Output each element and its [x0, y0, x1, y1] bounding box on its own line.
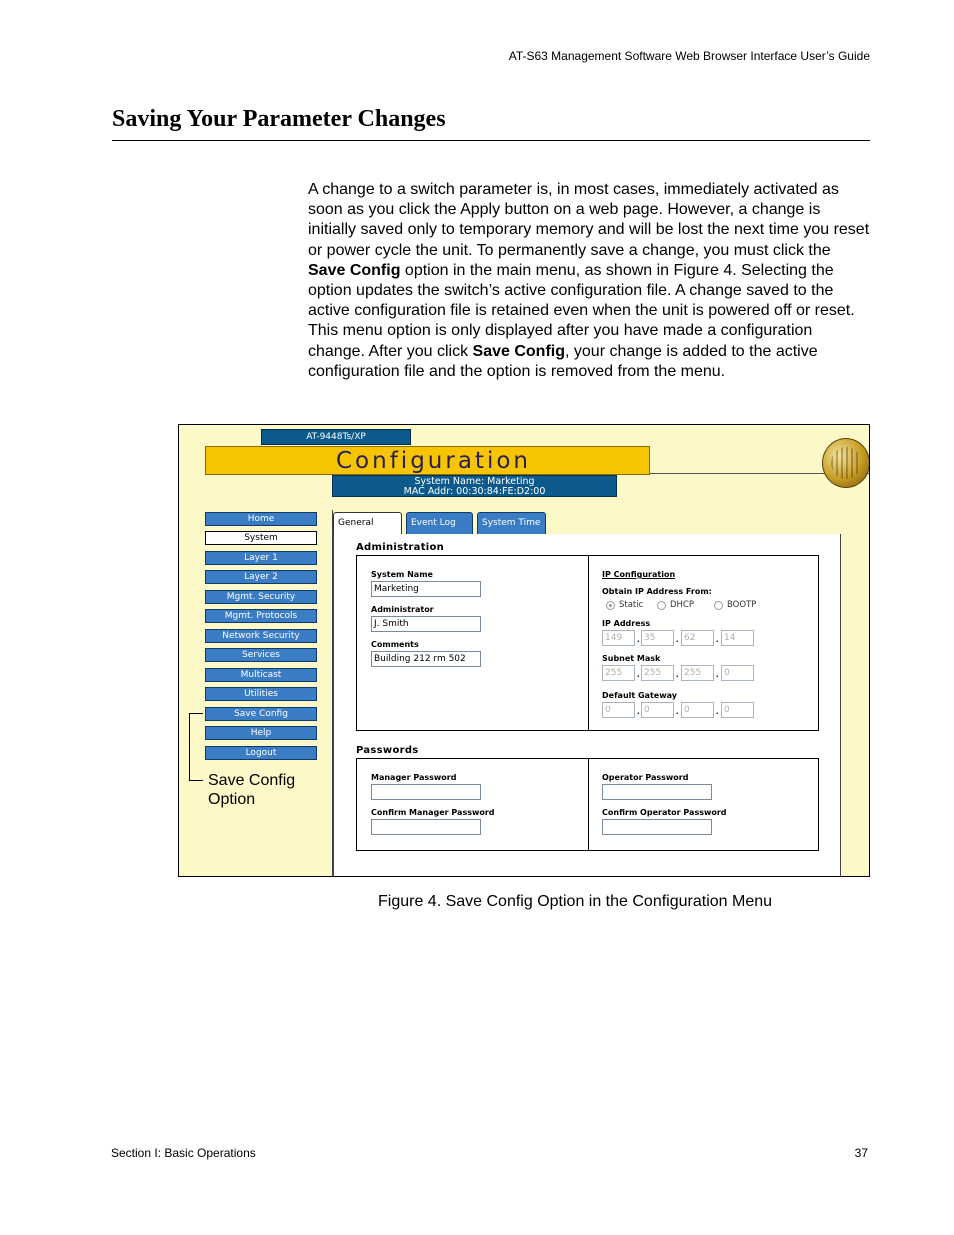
- footer-page-number: 37: [854, 1146, 868, 1160]
- manager-password-input[interactable]: [371, 784, 481, 800]
- menu-item-mgmt-security[interactable]: Mgmt. Security: [205, 590, 317, 604]
- save-config-callout: Save Config Option: [208, 772, 296, 808]
- content-panel: [333, 534, 841, 877]
- system-name-input[interactable]: Marketing: [371, 581, 481, 597]
- administrator-label: Administrator: [371, 605, 434, 614]
- obtain-ip-label: Obtain IP Address From:: [602, 587, 712, 596]
- ip-octet-2[interactable]: 35: [641, 630, 674, 646]
- gateway-octet-2[interactable]: 0: [641, 702, 674, 718]
- system-name-line: System Name: Marketing: [414, 476, 535, 487]
- administrator-input[interactable]: J. Smith: [371, 616, 481, 632]
- ip-octet-4[interactable]: 14: [721, 630, 754, 646]
- confirm-operator-password-input[interactable]: [602, 819, 712, 835]
- figure-screenshot: [178, 424, 870, 877]
- subnet-mask-label: Subnet Mask: [602, 654, 661, 663]
- subnet-octet-1[interactable]: 255: [602, 665, 635, 681]
- subnet-octet-3[interactable]: 255: [681, 665, 714, 681]
- operator-password-label: Operator Password: [602, 773, 689, 782]
- config-title-bar: [205, 446, 650, 475]
- manager-password-label: Manager Password: [371, 773, 457, 782]
- menu-item-system[interactable]: System: [205, 531, 317, 545]
- comments-label: Comments: [371, 640, 419, 649]
- gateway-octet-4[interactable]: 0: [721, 702, 754, 718]
- confirm-operator-password-label: Confirm Operator Password: [602, 808, 727, 817]
- administration-box: System Name Marketing Administrator J. Smith Comments Building 212 rm 502 IP Configuration Obtain IP Address From: Static DHCP BOOTP IP Address 149 . 35 . 62 . 14 Subnet Mask 255 . 255 . 255 . 0 Default Gateway 0 . 0 . 0 . 0: [356, 555, 819, 731]
- menu-item-mgmt-protocols[interactable]: Mgmt. Protocols: [205, 609, 317, 623]
- system-name-label: System Name: [371, 570, 433, 579]
- passwords-box: [356, 758, 819, 851]
- body-paragraph: A change to a switch parameter is, in most cases, immediately activated as soon as you click the Apply button on a web page. However, a change is initially saved only to temporary memory and will be lost the next time you reset or power cycle the unit. To permanently save a change, you must click the Save Config option in the main menu, as shown in Figure 4. Selecting the option updates the switch’s active configuration file. A change saved to the active configuration file is retained even when the unit is powered off or reset. This menu option is only displayed after you have made a configuration change. After you click Save Config, your change is added to the active configuration file and the option is removed from the menu.: [308, 181, 870, 380]
- tab-event-log[interactable]: Event Log: [406, 512, 473, 534]
- menu-item-multicast[interactable]: Multicast: [205, 668, 317, 682]
- gateway-octet-3[interactable]: 0: [681, 702, 714, 718]
- ip-address-label: IP Address: [602, 619, 651, 628]
- model-tab: AT-9448Ts/XP: [261, 429, 411, 445]
- comments-input[interactable]: Building 212 rm 502: [371, 651, 481, 667]
- menu-item-layer-2[interactable]: Layer 2: [205, 570, 317, 584]
- footer-section: Section I: Basic Operations: [111, 1146, 256, 1160]
- menu-item-help[interactable]: Help: [205, 726, 317, 740]
- menu-item-layer-1[interactable]: Layer 1: [205, 551, 317, 565]
- mac-address-line: MAC Addr: 00:30:84:FE:D2:00: [403, 486, 546, 497]
- menu-item-home[interactable]: Home: [205, 512, 317, 526]
- right-strip: [841, 534, 870, 877]
- system-info-bar: [332, 475, 617, 497]
- radio-static[interactable]: [606, 601, 615, 610]
- menu-item-save-config[interactable]: Save Config: [205, 707, 317, 721]
- section-title: Saving Your Parameter Changes: [112, 106, 446, 132]
- tab-general[interactable]: General: [333, 512, 402, 535]
- gateway-octet-1[interactable]: 0: [602, 702, 635, 718]
- confirm-manager-password-input[interactable]: [371, 819, 481, 835]
- radio-static-label: Static: [619, 600, 644, 610]
- menu-item-logout[interactable]: Logout: [205, 746, 317, 760]
- title-rule: [112, 140, 870, 141]
- passwords-label: Passwords: [356, 745, 419, 756]
- subnet-octet-4[interactable]: 0: [721, 665, 754, 681]
- callout-bracket: [189, 713, 203, 781]
- ip-octet-3[interactable]: 62: [681, 630, 714, 646]
- radio-dhcp[interactable]: [657, 601, 666, 610]
- figure-caption: Figure 4. Save Config Option in the Configuration Menu: [378, 893, 773, 910]
- radio-bootp[interactable]: [714, 601, 723, 610]
- tab-system-time[interactable]: System Time: [477, 512, 546, 534]
- config-title: Configuration: [336, 448, 531, 474]
- menu-item-utilities[interactable]: Utilities: [205, 687, 317, 701]
- ip-octet-1[interactable]: 149: [602, 630, 635, 646]
- default-gateway-label: Default Gateway: [602, 691, 677, 700]
- radio-bootp-label: BOOTP: [727, 600, 757, 610]
- menu-item-network-security[interactable]: Network Security: [205, 629, 317, 643]
- menu-item-services[interactable]: Services: [205, 648, 317, 662]
- running-header: AT-S63 Management Software Web Browser Interface User’s Guide: [508, 49, 870, 63]
- administration-label: Administration: [356, 542, 445, 553]
- confirm-manager-password-label: Confirm Manager Password: [371, 808, 495, 817]
- globe-logo-icon: [822, 438, 870, 488]
- ip-configuration-label: IP Configuration: [602, 570, 676, 579]
- radio-dhcp-label: DHCP: [670, 600, 694, 610]
- subnet-octet-2[interactable]: 255: [641, 665, 674, 681]
- operator-password-input[interactable]: [602, 784, 712, 800]
